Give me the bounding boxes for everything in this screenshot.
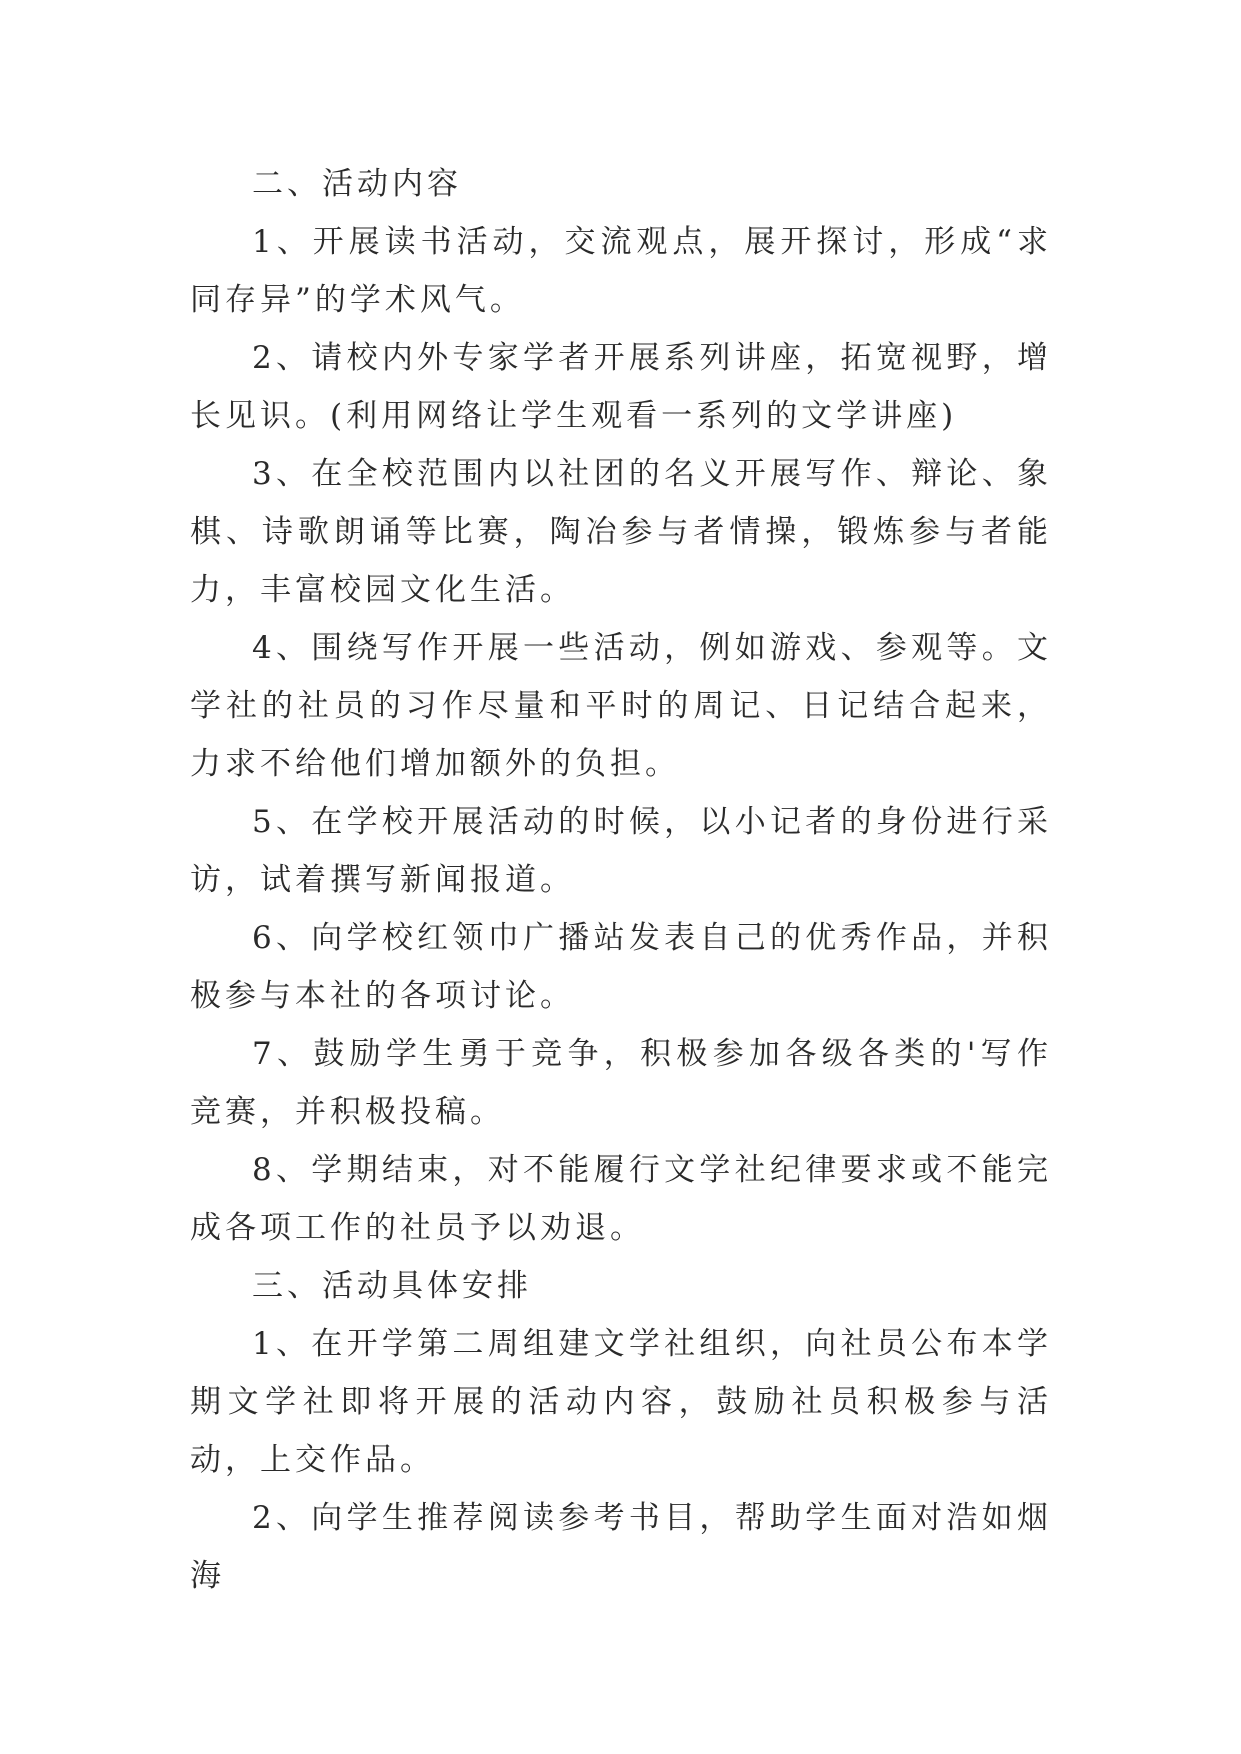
paragraph-item-1: 1、开展读书活动，交流观点，展开探讨，形成“求同存异”的学术风气。 (190, 224, 1052, 318)
schedule-item-2: 2、向学生推荐阅读参考书目，帮助学生面对浩如烟海 (190, 1500, 1052, 1594)
paragraph-item-5: 5、在学校开展活动的时候，以小记者的身份进行采访，试着撰写新闻报道。 (190, 804, 1052, 898)
paragraph-item-8: 8、学期结束，对不能履行文学社纪律要求或不能完成各项工作的社员予以劝退。 (190, 1152, 1052, 1246)
paragraph-item-2: 2、请校内外专家学者开展系列讲座，拓宽视野，增长见识。(利用网络让学生观看一系列的文学讲座) (190, 340, 1052, 434)
paragraph-item-6: 6、向学校红领巾广播站发表自己的优秀作品，并积极参与本社的各项讨论。 (190, 920, 1052, 1014)
section-heading-activity-content: 二、活动内容 (252, 166, 462, 202)
schedule-item-1: 1、在开学第二周组建文学社组织，向社员公布本学期文学社即将开展的活动内容，鼓励社员积极参与活动，上交作品。 (190, 1326, 1052, 1478)
paragraph-item-4: 4、围绕写作开展一些活动，例如游戏、参观等。文学社的社员的习作尽量和平时的周记、日记结合起来，力求不给他们增加额外的负担。 (190, 630, 1052, 782)
document-body (190, 155, 1052, 1605)
section-heading-schedule: 三、活动具体安排 (252, 1268, 532, 1304)
paragraph-item-7: 7、鼓励学生勇于竞争，积极参加各级各类的'写作竞赛，并积极投稿。 (190, 1036, 1052, 1130)
paragraph-item-3: 3、在全校范围内以社团的名义开展写作、辩论、象棋、诗歌朗诵等比赛，陶冶参与者情操，锻炼参与者能力，丰富校园文化生活。 (190, 456, 1052, 608)
